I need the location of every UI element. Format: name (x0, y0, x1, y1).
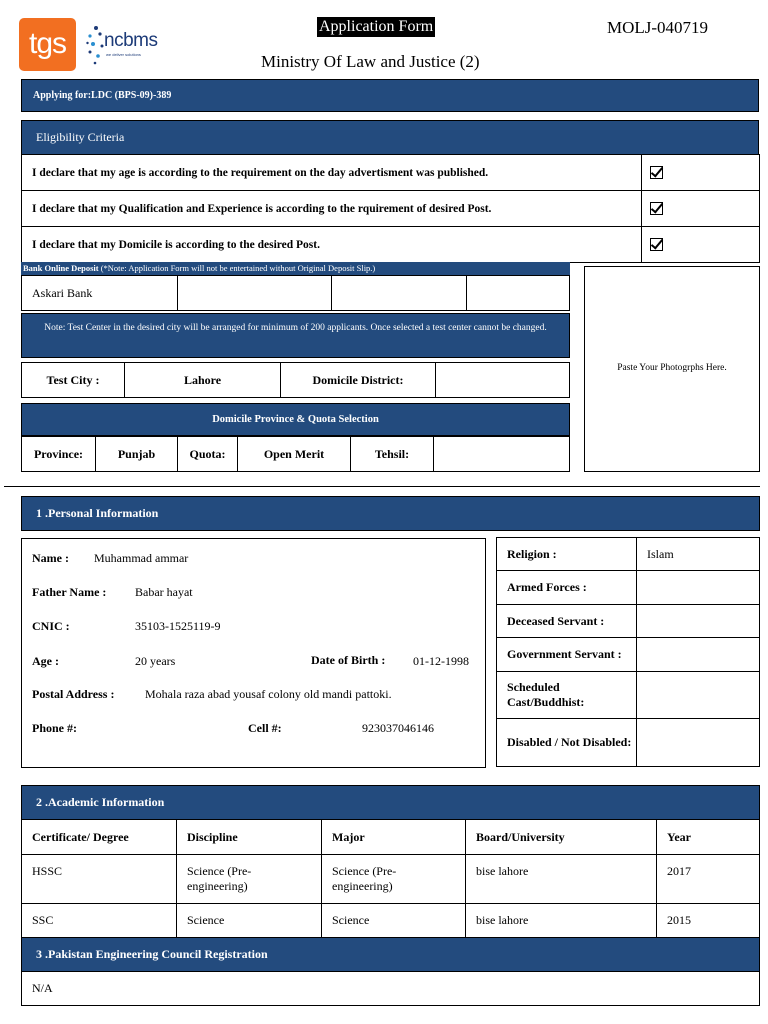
bank-field (467, 276, 570, 311)
test-center-note: Note: Test Center in the desired city will be arranged for minimum of 200 applicants. Once selected a test center cannot be changed. (21, 313, 570, 358)
tehsil-label: Tehsil: (351, 437, 434, 472)
eligibility-statement: I declare that my Qualification and Experience is according to the rquirement of desired Post. (22, 191, 642, 227)
government-servant-value (637, 638, 760, 672)
bank-deposit-note: (*Note: Application Form will not be entertained without Original Deposit Slip.) (100, 263, 376, 273)
government-servant-label: Government Servant : (497, 638, 637, 672)
bank-field (178, 276, 332, 311)
armed-forces-label: Armed Forces : (497, 571, 637, 605)
dob-value: 01-12-1998 (413, 654, 469, 668)
province-label: Province: (22, 437, 96, 472)
table-cell: 2015 (657, 904, 760, 938)
eligibility-check-cell[interactable] (642, 227, 760, 263)
page-title: Application Form (319, 18, 434, 35)
column-header: Discipline (177, 820, 322, 855)
dob-label: Date of Birth : (311, 653, 386, 667)
table-cell: SSC (22, 904, 177, 938)
religion-label: Religion : (497, 538, 637, 571)
cnic-label: CNIC : (32, 619, 70, 633)
domicile-district-label: Domicile District: (281, 363, 436, 398)
religion-value: Islam (637, 538, 760, 571)
scheduled-cast-label: Scheduled Cast/Buddhist: (497, 672, 637, 719)
eligibility-check-cell[interactable] (642, 191, 760, 227)
age-label: Age : (32, 654, 59, 668)
table-cell: Science (322, 904, 466, 938)
table-header-row (22, 820, 760, 855)
bank-table (21, 275, 570, 311)
table-row (22, 904, 760, 938)
domicile-district-value (436, 363, 570, 398)
eligibility-row (22, 191, 760, 227)
postal-address-label: Postal Address : (32, 687, 115, 701)
bank-deposit-title: Bank Online Deposit (23, 263, 99, 273)
eligibility-header: Eligibility Criteria (21, 120, 759, 155)
table-cell: Science (Pre-engineering) (177, 855, 322, 904)
eligibility-statement: I declare that my age is according to the requirement on the day advertisment was published. (22, 155, 642, 191)
eligibility-table (21, 154, 760, 263)
academic-table (21, 819, 760, 938)
father-name-value: Babar hayat (135, 585, 193, 599)
armed-forces-value (637, 571, 760, 605)
ncbms-logo (86, 22, 176, 66)
postal-address-value: Mohala raza abad yousaf colony old mandi pattoki. (145, 687, 392, 701)
ncbms-swirl-icon (86, 22, 106, 66)
deceased-servant-label: Deceased Servant : (497, 605, 637, 638)
quota-value: Open Merit (238, 437, 351, 472)
quota-header: Domicile Province & Quota Selection (21, 403, 570, 436)
eligibility-row (22, 227, 760, 263)
father-name-label: Father Name : (32, 585, 107, 599)
personal-info-box (21, 538, 486, 768)
photo-box[interactable] (584, 266, 760, 472)
cell-value: 923037046146 (362, 721, 434, 735)
bank-deposit-header (21, 262, 570, 275)
table-row (22, 855, 760, 904)
bank-field (332, 276, 467, 311)
tgs-logo: tgs (19, 18, 76, 71)
eligibility-statement: I declare that my Domicile is according to the desired Post. (22, 227, 642, 263)
age-value: 20 years (135, 654, 176, 668)
personal-info-header: 1 .Personal Information (21, 496, 760, 531)
tehsil-value (434, 437, 570, 472)
eligibility-row (22, 155, 760, 191)
deceased-servant-value (637, 605, 760, 638)
bank-name: Askari Bank (22, 276, 178, 311)
checkbox-checked-icon[interactable] (650, 166, 663, 179)
test-city-value: Lahore (125, 363, 281, 398)
ncbms-wordmark: ncbms (104, 30, 158, 51)
column-header: Major (322, 820, 466, 855)
pec-header: 3 .Pakistan Engineering Council Registration (21, 937, 760, 972)
disabled-label: Disabled / Not Disabled: (497, 719, 637, 767)
name-label: Name : (32, 551, 69, 565)
checkbox-checked-icon[interactable] (650, 202, 663, 215)
table-cell: 2017 (657, 855, 760, 904)
table-cell: bise lahore (466, 855, 657, 904)
academic-info-header: 2 .Academic Information (21, 785, 760, 820)
divider (4, 486, 760, 487)
column-header: Certificate/ Degree (22, 820, 177, 855)
column-header: Board/University (466, 820, 657, 855)
personal-status-table (496, 537, 760, 767)
table-cell: bise lahore (466, 904, 657, 938)
name-value: Muhammad ammar (94, 551, 189, 565)
test-city-table (21, 362, 570, 398)
checkbox-checked-icon[interactable] (650, 238, 663, 251)
table-cell: Science (177, 904, 322, 938)
province-table (21, 436, 570, 472)
province-value: Punjab (96, 437, 178, 472)
applying-for-bar: Applying for:LDC (BPS-09)-389 (21, 79, 759, 112)
table-cell: Science (Pre-engineering) (322, 855, 466, 904)
test-city-label: Test City : (22, 363, 125, 398)
photo-placeholder: Paste Your Photogrphs Here. (617, 363, 727, 373)
form-id: MOLJ-040719 (607, 18, 709, 37)
column-header: Year (657, 820, 760, 855)
quota-label: Quota: (178, 437, 238, 472)
scheduled-cast-value (637, 672, 760, 719)
eligibility-check-cell[interactable] (642, 155, 760, 191)
pec-value: N/A (21, 971, 760, 1006)
cnic-value: 35103-1525119-9 (135, 619, 221, 633)
disabled-value (637, 719, 760, 767)
phone-label: Phone #: (32, 721, 77, 735)
table-cell: HSSC (22, 855, 177, 904)
ministry-name: Ministry Of Law and Justice (2) (261, 52, 480, 71)
cell-label: Cell #: (248, 721, 282, 735)
ncbms-tagline: we deliver solutions (106, 52, 141, 57)
